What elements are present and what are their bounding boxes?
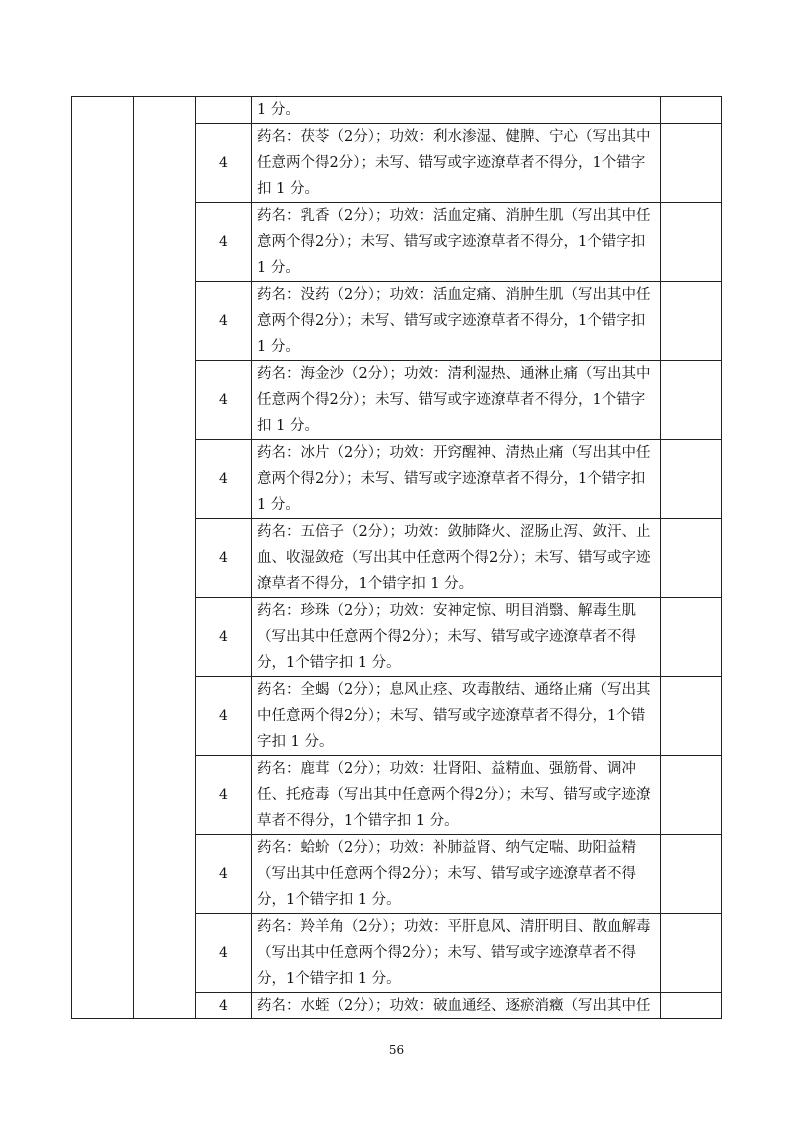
category-cell	[72, 97, 134, 1019]
criteria-cell: 药名：五倍子（2分）；功效：敛肺降火、涩肠止泻、敛汗、止血、收湿敛疮（写出其中任意两个得2分）；未写、错写或字迹潦草者不得分，1个错字扣 1 分。	[252, 519, 661, 598]
score-cell	[196, 97, 252, 124]
criteria-cell	[252, 993, 661, 1019]
score-cell: 4	[196, 677, 252, 756]
remark-cell	[661, 124, 722, 203]
score-cell: 4	[196, 203, 252, 282]
remark-cell	[661, 203, 722, 282]
criteria-cell: 药名：乳香（2分）；功效：活血定痛、消肿生肌（写出其中任意两个得2分）；未写、错写或字迹潦草者不得分，1个错字扣 1 分。	[252, 203, 661, 282]
remark-cell	[661, 440, 722, 519]
score-cell: 4	[196, 361, 252, 440]
remark-cell	[661, 835, 722, 914]
remark-cell	[661, 519, 722, 598]
remark-cell	[661, 361, 722, 440]
score-cell: 4	[196, 993, 252, 1019]
remark-cell	[661, 282, 722, 361]
item-cell	[134, 97, 196, 1019]
score-cell: 4	[196, 756, 252, 835]
criteria-cell: 药名：羚羊角（2分）；功效：平肝息风、清肝明目、散血解毒（写出其中任意两个得2分）；未写、错写或字迹潦草者不得分，1个错字扣 1 分。	[252, 914, 661, 993]
scoring-table	[71, 96, 722, 1019]
remark-cell	[661, 677, 722, 756]
score-cell: 4	[196, 598, 252, 677]
criteria-cell: 药名：鹿茸（2分）；功效：壮肾阳、益精血、强筋骨、调冲任、托疮毒（写出其中任意两个得2分）；未写、错写或字迹潦草者不得分，1个错字扣 1 分。	[252, 756, 661, 835]
page-number: 56	[388, 1043, 405, 1057]
criteria-cell: 药名：没药（2分）；功效：活血定痛、消肿生肌（写出其中任意两个得2分）；未写、错写或字迹潦草者不得分，1个错字扣 1 分。	[252, 282, 661, 361]
criteria-cell: 药名：冰片（2分）；功效：开窍醒神、清热止痛（写出其中任意两个得2分）；未写、错写或字迹潦草者不得分，1个错字扣 1 分。	[252, 440, 661, 519]
score-cell: 4	[196, 914, 252, 993]
score-cell: 4	[196, 440, 252, 519]
criteria-cell: 药名：珍珠（2分）；功效：安神定惊、明目消翳、解毒生肌（写出其中任意两个得2分）；未写、错写或字迹潦草者不得分，1个错字扣 1 分。	[252, 598, 661, 677]
score-cell: 4	[196, 835, 252, 914]
criteria-cell: 药名：蛤蚧（2分）；功效：补肺益肾、纳气定喘、助阳益精（写出其中任意两个得2分）；未写、错写或字迹潦草者不得分，1个错字扣 1 分。	[252, 835, 661, 914]
criteria-cell: 1 分。	[252, 97, 661, 124]
criteria-text: 药名：水蛭（2分）；功效：破血通经、逐瘀消癥（写出其中任	[257, 998, 651, 1014]
criteria-cell: 药名：茯苓（2分）；功效：利水渗湿、健脾、宁心（写出其中任意两个得2分）；未写、错写或字迹潦草者不得分，1个错字扣 1 分。	[252, 124, 661, 203]
criteria-cell: 药名：全蝎（2分）；息风止痉、攻毒散结、通络止痛（写出其中任意两个得2分）；未写、错写或字迹潦草者不得分，1个错字扣 1 分。	[252, 677, 661, 756]
table-row	[72, 97, 722, 124]
score-cell: 4	[196, 282, 252, 361]
remark-cell	[661, 598, 722, 677]
score-cell: 4	[196, 124, 252, 203]
remark-cell	[661, 914, 722, 993]
remark-cell	[661, 993, 722, 1019]
score-cell: 4	[196, 519, 252, 598]
remark-cell	[661, 756, 722, 835]
criteria-cell: 药名：海金沙（2分）；功效：清利湿热、通淋止痛（写出其中任意两个得2分）；未写、错写或字迹潦草者不得分，1个错字扣 1 分。	[252, 361, 661, 440]
remark-cell	[661, 97, 722, 124]
